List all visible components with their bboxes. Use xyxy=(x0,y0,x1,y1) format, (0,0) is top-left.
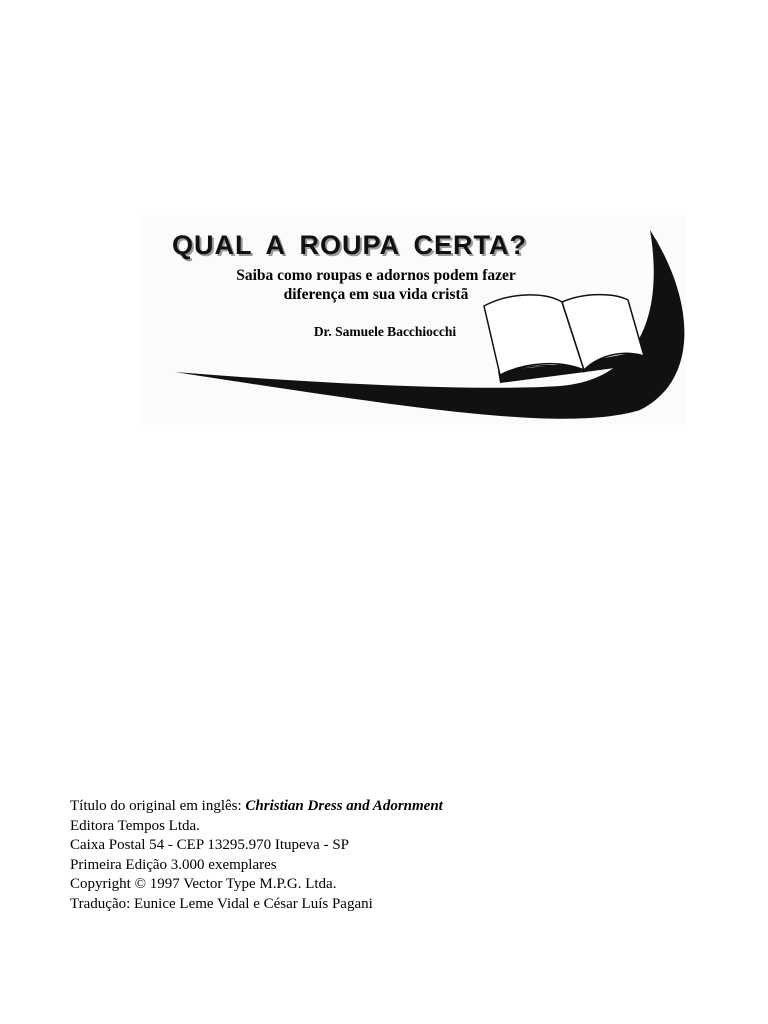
copyright-notice: Copyright © 1997 Vector Type M.P.G. Ltda. xyxy=(70,876,337,892)
translation-credit: Tradução: Eunice Leme Vidal e César Luís Pagani xyxy=(70,895,373,912)
subtitle-line-2: diferença em sua vida cristã xyxy=(283,286,469,303)
original-title-label: Título do original em inglês: xyxy=(70,798,246,814)
publisher: Editora Tempos Ltda. xyxy=(70,817,200,834)
book-author: Dr. Samuele Bacchiocchi xyxy=(313,324,457,339)
title-banner xyxy=(0,0,768,440)
publisher-address: Caixa Postal 54 - CEP 13295.970 Itupeva - SP xyxy=(70,837,350,853)
subtitle-line-1: Saiba como roupas e adornos podem fazer xyxy=(236,267,516,284)
edition-info: Primeira Edição 3.000 exemplares xyxy=(70,856,277,873)
publication-credits xyxy=(70,797,710,914)
original-title-line xyxy=(70,797,710,817)
original-title: Christian Dress and Adornment xyxy=(245,798,443,814)
book-subtitle xyxy=(196,266,556,304)
banner-graphic xyxy=(0,0,768,440)
book-title: QUAL A ROUPA CERTA? xyxy=(172,230,527,260)
